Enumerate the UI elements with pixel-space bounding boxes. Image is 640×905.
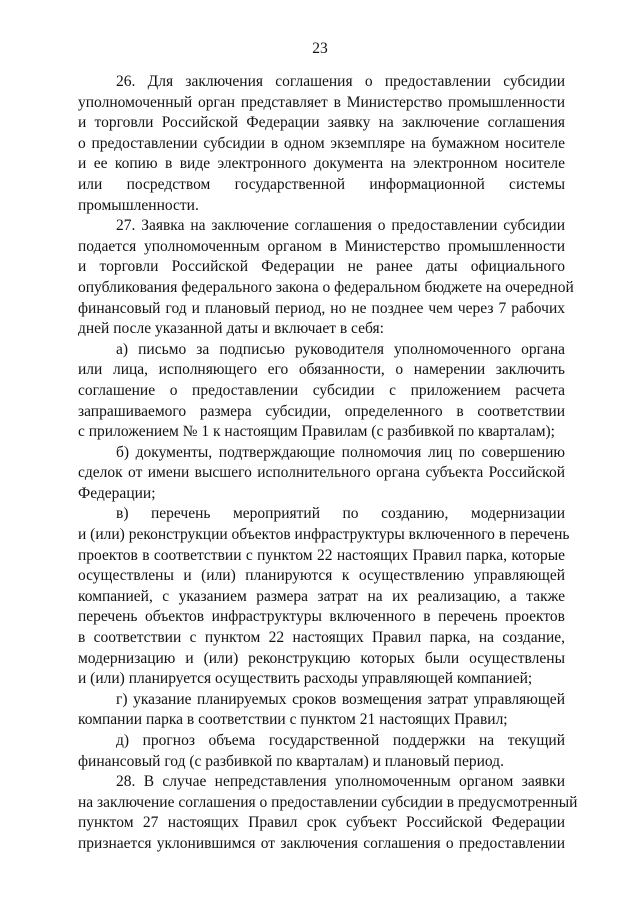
text-line: и торговли Российской Федерации не ранее даты официального xyxy=(78,258,565,276)
text-line: компании парка в соответствии с пунктом 21 настоящих Правил; xyxy=(78,711,508,729)
text-line: компанией, с указанием размера затрат на их реализацию, а также xyxy=(78,587,565,605)
text-line: соглашение о предоставлении субсидии с приложением расчета xyxy=(78,381,565,399)
text-line: уполномоченный орган представляет в Министерство промышленности xyxy=(78,93,565,111)
text-line: и (или) реконструкции объектов инфраструктуры включенного в перечень xyxy=(78,526,570,544)
text-line: перечень объектов инфраструктуры включенного в перечень проектов xyxy=(78,608,565,626)
text-line: и (или) планируется осуществить расходы управляющей компанией; xyxy=(78,670,533,688)
text-line: 27. Заявка на заключение соглашения о предоставлении субсидии xyxy=(116,217,565,235)
page-number: 23 xyxy=(312,40,328,57)
text-line: осуществлены и (или) планируются к осуществлению управляющей xyxy=(78,567,565,585)
text-line: запрашиваемого размера субсидии, определенного в соответствии xyxy=(78,402,565,420)
text-line: или лица, исполняющего его обязанности, о намерении заключить xyxy=(78,361,565,379)
text-line: признается уклонившимся от заключения соглашения о предоставлении xyxy=(78,834,565,852)
text-line: г) указание планируемых сроков возмещения затрат управляющей xyxy=(116,690,565,708)
text-line: д) прогноз объема государственной поддержки на текущий xyxy=(116,732,565,749)
text-line: модернизацию и (или) реконструкцию которых были осуществлены xyxy=(78,649,565,667)
text-line: пунктом 27 настоящих Правил срок субъект Российской Федерации xyxy=(78,814,565,832)
text-line: опубликования федерального закона о федеральном бюджете на очередной xyxy=(78,278,574,296)
text-line: 26. Для заключения соглашения о предоставлении субсидии xyxy=(116,73,565,90)
text-line: и торговли Российской Федерации заявку на заключение соглашения xyxy=(78,114,565,132)
text-line: а) письмо за подписью руководителя уполномоченного органа xyxy=(116,340,565,358)
text-line: финансовый год (с разбивкой по кварталам) и плановый период. xyxy=(78,752,504,770)
text-line: финансовый год и плановый период, но не позднее чем через 7 рабочих xyxy=(78,299,565,317)
text-line: сделок от имени высшего исполнительного органа субъекта Российской xyxy=(78,464,565,482)
document-body xyxy=(78,72,578,855)
text-line: б) документы, подтверждающие полномочия лиц по совершению xyxy=(116,443,565,461)
text-line: о предоставлении субсидии в одном экземпляре на бумажном носителе xyxy=(78,134,565,152)
text-line: проектов в соответствии с пунктом 22 настоящих Правил парка, которые xyxy=(78,546,565,564)
text-line: и ее копию в виде электронного документа на электронном носителе xyxy=(78,155,565,173)
text-line: в соответствии с пунктом 22 настоящих Правил парка, на создание, xyxy=(78,629,565,647)
text-line: на заключение соглашения о предоставлении субсидии в предусмотренный xyxy=(78,793,578,811)
text-line: Федерации; xyxy=(78,484,156,502)
text-line: дней после указанной даты и включает в себя: xyxy=(78,320,384,338)
text-line: в) перечень мероприятий по созданию, модернизации xyxy=(116,505,565,523)
text-line: подается уполномоченным органом в Министерство промышленности xyxy=(78,237,565,255)
text-line: промышленности. xyxy=(78,196,199,214)
text-line: или посредством государственной информационной системы xyxy=(78,175,565,193)
text-line: с приложением № 1 к настоящим Правилам (с разбивкой по кварталам); xyxy=(78,423,555,441)
text-line: 28. В случае непредставления уполномоченным органом заявки xyxy=(116,773,565,791)
